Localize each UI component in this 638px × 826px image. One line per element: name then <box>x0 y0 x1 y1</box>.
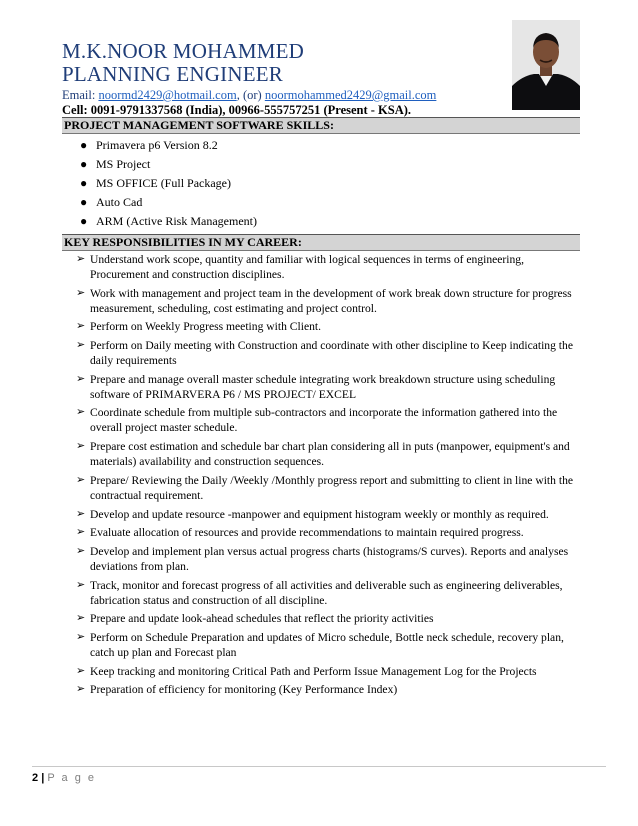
arrow-bullet-icon: ➢ <box>76 664 86 677</box>
responsibilities-section-heading: KEY RESPONSIBILITIES IN MY CAREER: <box>62 234 580 251</box>
skills-list <box>62 136 578 231</box>
responsibility-text: Work with management and project team in the development of work break down structure for progress measurement, scheduling, cost estimating and project control. <box>90 286 572 315</box>
page-label: P a g e <box>47 772 96 784</box>
arrow-bullet-icon: ➢ <box>76 320 86 333</box>
skill-text: MS OFFICE (Full Package) <box>96 176 231 190</box>
email-or: (or) <box>242 88 262 102</box>
disc-bullet-icon: ● <box>80 214 88 228</box>
skill-text: MS Project <box>96 157 151 171</box>
list-item <box>62 682 578 697</box>
responsibility-text: Perform on Schedule Preparation and updates of Micro schedule, Bottle neck schedule, recovery plan, catch up plan and Forecast plan <box>90 630 564 659</box>
responsibility-text: Prepare and manage overall master schedule integrating work breakdown structure using scheduling software of PRIMARVERA P6 / MS PROJECT/ EXCEL <box>90 372 556 401</box>
list-item <box>62 525 578 540</box>
footer-separator: | <box>41 772 45 784</box>
phone-line: Cell: 0091-9791337568 (India), 00966-555757251 (Present - KSA). <box>62 103 412 117</box>
list-item <box>62 544 578 574</box>
responsibilities-list <box>62 252 578 701</box>
arrow-bullet-icon: ➢ <box>76 406 86 419</box>
email-label: Email: <box>62 88 96 102</box>
email-link-hotmail[interactable]: noormd2429@hotmail.com <box>98 88 237 102</box>
arrow-bullet-icon: ➢ <box>76 630 86 643</box>
responsibility-text: Coordinate schedule from multiple sub-contractors and incorporate the information gathered into the overall project master schedule. <box>90 406 558 435</box>
email-separator: , <box>236 88 240 102</box>
responsibility-text: Evaluate allocation of resources and provide recommendations to maintain required progress. <box>90 526 524 540</box>
profile-photo <box>512 20 580 110</box>
profile-photo-image <box>512 20 580 110</box>
email-link-gmail[interactable]: noormohammed2429@gmail.com <box>264 88 437 102</box>
resume-header <box>62 40 502 118</box>
arrow-bullet-icon: ➢ <box>76 440 86 453</box>
list-item <box>62 372 578 402</box>
footer-divider <box>32 766 606 767</box>
responsibility-text: Develop and implement plan versus actual progress charts (histograms/S curves). Reports and analyses deviations from plan. <box>90 544 569 573</box>
arrow-bullet-icon: ➢ <box>76 473 86 486</box>
job-title: PLANNING ENGINEER <box>62 62 283 86</box>
arrow-bullet-icon: ➢ <box>76 683 86 696</box>
arrow-bullet-icon: ➢ <box>76 339 86 352</box>
list-item <box>62 193 578 212</box>
skill-text: ARM (Active Risk Management) <box>96 214 257 228</box>
arrow-bullet-icon: ➢ <box>76 612 86 625</box>
list-item <box>62 507 578 522</box>
responsibility-text: Track, monitor and forecast progress of all activities and deliverable such as engineering deliverables, fabrication status and construction of all discipline. <box>90 578 563 607</box>
responsibility-text: Understand work scope, quantity and familiar with logical sequences in terms of engineering, Procurement and construction disciplines. <box>90 253 524 281</box>
list-item <box>62 252 578 282</box>
responsibility-text: Develop and update resource -manpower and equipment histogram weekly or monthly as required. <box>90 507 549 521</box>
page-footer <box>32 772 96 784</box>
list-item <box>62 174 578 193</box>
arrow-bullet-icon: ➢ <box>76 253 86 265</box>
page-number: 2 <box>32 772 39 784</box>
arrow-bullet-icon: ➢ <box>76 286 86 299</box>
email-line <box>62 88 502 103</box>
responsibility-text: Perform on Weekly Progress meeting with Client. <box>90 320 322 334</box>
arrow-bullet-icon: ➢ <box>76 578 86 591</box>
responsibility-text: Prepare and update look-ahead schedules that reflect the priority activities <box>90 612 434 626</box>
list-item <box>62 439 578 469</box>
list-item <box>62 405 578 435</box>
disc-bullet-icon: ● <box>80 195 88 209</box>
responsibility-text: Prepare cost estimation and schedule bar chart plan considering all in puts (manpower, equipment's and materials) availability and construction sequences. <box>90 440 570 469</box>
disc-bullet-icon: ● <box>80 138 88 152</box>
candidate-name: M.K.NOOR MOHAMMED <box>62 39 304 63</box>
skills-section-heading: PROJECT MANAGEMENT SOFTWARE SKILLS: <box>62 117 580 134</box>
list-item <box>62 630 578 660</box>
disc-bullet-icon: ● <box>80 157 88 171</box>
list-item <box>62 338 578 368</box>
responsibility-text: Prepare/ Reviewing the Daily /Weekly /Monthly progress report and submitting to client in line with the contractual requirement. <box>90 473 574 502</box>
arrow-bullet-icon: ➢ <box>76 526 86 539</box>
disc-bullet-icon: ● <box>80 176 88 190</box>
list-item <box>62 578 578 608</box>
responsibility-text: Preparation of efficiency for monitoring (Key Performance Index) <box>90 683 398 697</box>
arrow-bullet-icon: ➢ <box>76 507 86 520</box>
list-item <box>62 611 578 626</box>
list-item <box>62 664 578 679</box>
responsibility-text: Keep tracking and monitoring Critical Path and Perform Issue Management Log for the Projects <box>90 664 537 678</box>
skill-text: Auto Cad <box>96 195 143 209</box>
list-item <box>62 136 578 155</box>
arrow-bullet-icon: ➢ <box>76 544 86 557</box>
list-item <box>62 212 578 231</box>
list-item <box>62 155 578 174</box>
list-item <box>62 319 578 334</box>
responsibility-text: Perform on Daily meeting with Construction and coordinate with other discipline to Keep indicating the daily requirements <box>90 339 573 368</box>
arrow-bullet-icon: ➢ <box>76 372 86 385</box>
skill-text: Primavera p6 Version 8.2 <box>96 138 218 152</box>
list-item <box>62 473 578 503</box>
list-item <box>62 286 578 316</box>
